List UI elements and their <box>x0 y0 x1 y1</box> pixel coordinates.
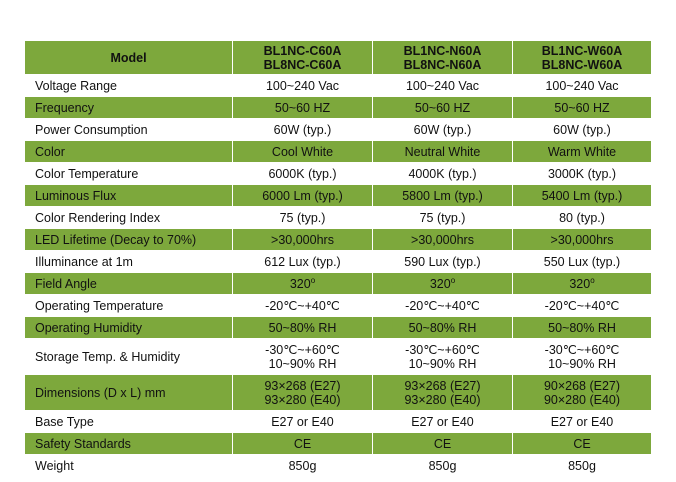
value-text: -20℃~+40℃ <box>544 298 620 313</box>
row-label: Frequency <box>25 97 233 119</box>
value-text: 60W (typ.) <box>413 122 472 137</box>
row-label: Storage Temp. & Humidity <box>25 339 233 375</box>
value-cell <box>373 455 513 477</box>
value-cell <box>233 411 373 433</box>
value-cell <box>373 375 513 411</box>
value-text: Warm White <box>547 144 617 159</box>
value-line: 10~90% RH <box>268 356 337 371</box>
value-line: 90×268 (E27) <box>543 378 621 393</box>
value-text: 75 (typ.) <box>279 210 326 225</box>
header-row <box>25 41 652 75</box>
value-cell <box>513 75 652 97</box>
value-text: 50~80% RH <box>408 320 477 335</box>
row-label: Base Type <box>25 411 233 433</box>
value-text: -20℃~+40℃ <box>265 298 340 313</box>
value-text: >30,000hrs <box>411 232 474 247</box>
value-cell <box>373 207 513 229</box>
value-cell <box>513 229 652 251</box>
table-row <box>25 185 652 207</box>
table-row <box>25 273 652 295</box>
row-label: Color Temperature <box>25 163 233 185</box>
value-cell <box>513 433 652 455</box>
value-cell <box>373 295 513 317</box>
value-text: 5400 Lm (typ.) <box>541 188 623 203</box>
value-text: 4000K (typ.) <box>408 166 477 181</box>
value-cell <box>233 251 373 273</box>
table-row <box>25 97 652 119</box>
value-text: CE <box>293 436 312 451</box>
value-cell <box>233 119 373 141</box>
value-text: Cool White <box>271 144 334 159</box>
value-cell <box>373 411 513 433</box>
value-text: 80 (typ.) <box>559 210 605 225</box>
table-row <box>25 433 652 455</box>
value-cell <box>233 229 373 251</box>
table-row <box>25 317 652 339</box>
row-label: Operating Humidity <box>25 317 233 339</box>
value-cell <box>233 339 373 375</box>
value-cell <box>513 273 652 295</box>
value-text: 320 <box>569 276 591 291</box>
value-cell <box>513 375 652 411</box>
value-cell <box>233 317 373 339</box>
value-text: E27 or E40 <box>411 414 474 429</box>
value-text: 60W (typ.) <box>553 122 611 137</box>
value-cell <box>513 207 652 229</box>
value-text: 590 Lux (typ.) <box>404 254 481 269</box>
row-label: Illuminance at 1m <box>25 251 233 273</box>
table-row <box>25 375 652 411</box>
table-row <box>25 119 652 141</box>
value-cell <box>373 185 513 207</box>
model-name-line1: BL1NC-C60A <box>263 43 342 58</box>
value-line: 93×268 (E27) <box>404 378 481 393</box>
value-text: 5800 Lm (typ.) <box>402 188 483 203</box>
table-row <box>25 75 652 97</box>
value-cell <box>513 251 652 273</box>
row-label: Color <box>25 141 233 163</box>
value-text: E27 or E40 <box>550 414 614 429</box>
value-text: 100~240 Vac <box>405 78 480 93</box>
model-name-line2: BL8NC-C60A <box>263 57 342 72</box>
value-cell <box>373 433 513 455</box>
value-cell <box>513 295 652 317</box>
value-text: CE <box>573 436 591 451</box>
row-label: Luminous Flux <box>25 185 233 207</box>
value-cell <box>233 75 373 97</box>
model-name-line1: BL1NC-W60A <box>541 43 623 58</box>
value-cell <box>373 163 513 185</box>
value-cell <box>373 317 513 339</box>
value-cell <box>513 97 652 119</box>
table-row <box>25 411 652 433</box>
row-label: Weight <box>25 455 233 477</box>
value-cell <box>373 119 513 141</box>
value-cell <box>233 185 373 207</box>
table-row <box>25 141 652 163</box>
value-cell <box>373 251 513 273</box>
model-header-label: Model <box>25 41 233 75</box>
row-label: Color Rendering Index <box>25 207 233 229</box>
value-text: 320 <box>429 276 451 291</box>
value-text: 612 Lux (typ.) <box>264 254 341 269</box>
value-text: 50~80% RH <box>268 320 337 335</box>
value-line: 93×280 (E40) <box>404 392 481 407</box>
value-cell <box>513 119 652 141</box>
row-label: Voltage Range <box>25 75 233 97</box>
degree-superscript: o <box>450 275 456 285</box>
value-cell <box>233 455 373 477</box>
value-text: 100~240 Vac <box>265 78 340 93</box>
value-cell <box>373 229 513 251</box>
value-cell <box>233 433 373 455</box>
value-text: 50~60 HZ <box>274 100 331 115</box>
model-name-line1: BL1NC-N60A <box>403 43 482 58</box>
value-text: 320 <box>289 276 311 291</box>
value-cell <box>513 455 652 477</box>
value-text: 6000K (typ.) <box>268 166 337 181</box>
value-cell <box>373 273 513 295</box>
value-text: 100~240 Vac <box>545 78 619 93</box>
value-text: CE <box>433 436 452 451</box>
model-name-line2: BL8NC-W60A <box>541 57 623 72</box>
model-header-cell <box>373 41 513 75</box>
value-cell <box>233 141 373 163</box>
value-line: 10~90% RH <box>548 356 616 371</box>
value-text: 60W (typ.) <box>273 122 332 137</box>
value-text: -20℃~+40℃ <box>405 298 480 313</box>
value-text: 75 (typ.) <box>419 210 466 225</box>
table-row <box>25 295 652 317</box>
table-row <box>25 455 652 477</box>
row-label: Field Angle <box>25 273 233 295</box>
value-text: 50~80% RH <box>548 320 616 335</box>
table-row <box>25 229 652 251</box>
value-cell <box>513 185 652 207</box>
value-line: 90×280 (E40) <box>543 392 621 407</box>
value-cell <box>373 339 513 375</box>
value-text: 50~60 HZ <box>554 100 610 115</box>
value-text: 3000K (typ.) <box>547 166 617 181</box>
row-label: Power Consumption <box>25 119 233 141</box>
value-cell <box>373 141 513 163</box>
value-line: 10~90% RH <box>408 356 477 371</box>
value-cell <box>513 141 652 163</box>
table-row <box>25 251 652 273</box>
spec-table-body <box>25 41 652 477</box>
value-cell <box>233 375 373 411</box>
table-row <box>25 339 652 375</box>
table-row <box>25 163 652 185</box>
value-cell <box>513 411 652 433</box>
value-text: 850g <box>428 458 457 473</box>
model-name-line2: BL8NC-N60A <box>403 57 482 72</box>
value-cell <box>233 163 373 185</box>
table-row <box>25 207 652 229</box>
value-text: Neutral White <box>404 144 481 159</box>
value-text: >30,000hrs <box>550 232 614 247</box>
value-text: 850g <box>568 458 596 473</box>
row-label: Operating Temperature <box>25 295 233 317</box>
value-cell <box>513 339 652 375</box>
value-text: >30,000hrs <box>271 232 334 247</box>
value-line: 93×280 (E40) <box>264 392 341 407</box>
value-text: 850g <box>288 458 317 473</box>
value-text: 50~60 HZ <box>414 100 471 115</box>
spec-table <box>24 40 652 477</box>
value-line: -30℃~+60℃ <box>544 342 620 357</box>
value-cell <box>513 163 652 185</box>
row-label: LED Lifetime (Decay to 70%) <box>25 229 233 251</box>
value-cell <box>373 97 513 119</box>
value-text: 6000 Lm (typ.) <box>262 188 343 203</box>
value-text: 550 Lux (typ.) <box>543 254 621 269</box>
value-cell <box>233 97 373 119</box>
row-label: Safety Standards <box>25 433 233 455</box>
value-cell <box>233 295 373 317</box>
degree-superscript: o <box>310 275 316 285</box>
model-header-cell <box>233 41 373 75</box>
value-cell <box>233 273 373 295</box>
value-text: E27 or E40 <box>271 414 334 429</box>
value-line: -30℃~+60℃ <box>265 342 340 357</box>
value-cell <box>233 207 373 229</box>
value-line: 93×268 (E27) <box>264 378 341 393</box>
model-header-cell <box>513 41 652 75</box>
degree-superscript: o <box>590 275 595 285</box>
value-line: -30℃~+60℃ <box>405 342 480 357</box>
row-label: Dimensions (D x L) mm <box>25 375 233 411</box>
value-cell <box>513 317 652 339</box>
value-cell <box>373 75 513 97</box>
